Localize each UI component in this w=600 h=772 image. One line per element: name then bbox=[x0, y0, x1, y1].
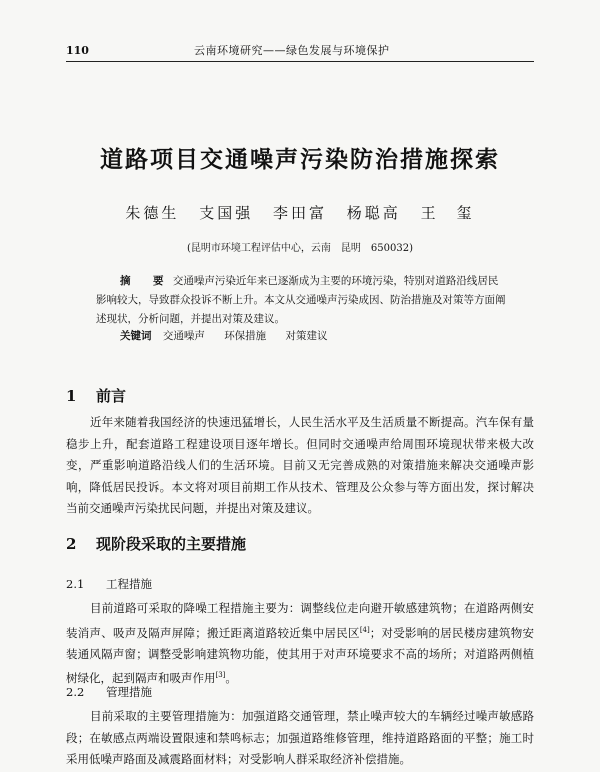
section-number: 2 bbox=[66, 535, 77, 553]
paragraph-text: 。 bbox=[225, 671, 237, 686]
keyword: 交通噪声 bbox=[162, 330, 205, 342]
citation: [3] bbox=[215, 671, 226, 680]
paragraph-text: ；对受影响的居民楼房建筑物安装通风隔声窗；调整受影响建筑物功能，使其用于对声环境要求不高的场所；对道路两侧植树绿化，起到隔声和吸声作用 bbox=[66, 625, 535, 686]
subsection-title: 工程措施 bbox=[106, 577, 152, 591]
abstract-label: 摘 要 bbox=[120, 275, 170, 287]
subsection-number: 2.1 bbox=[66, 577, 85, 591]
paragraph-text: 目前道路可采取的降噪工程措施主要为：调整线位走向避开敏感建筑物；在道路两侧安装消声、吸声及隔声屏障；搬迁距离道路较近集中居民区 bbox=[66, 601, 534, 640]
subsection-2-1-paragraph bbox=[66, 598, 534, 690]
section-number: 1 bbox=[66, 387, 77, 405]
paper-title: 道路项目交通噪声污染防治措施探索 bbox=[100, 146, 500, 173]
author: 朱德生 bbox=[125, 204, 180, 222]
subsection-2-2-paragraph: 目前采取的主要管理措施为：加强道路交通管理，禁止噪声较大的车辆经过噪声敏感路段；在敏感点两端设置限速和禁鸣标志；加强道路维修管理，维持道路路面的平整；施工时采用低噪声路面及减震路面材料；对受影响人群采取经济补偿措施。 bbox=[66, 709, 534, 766]
page-number: 110 bbox=[66, 44, 89, 57]
affiliation: (昆明市环境工程评估中心，云南 昆明 650032) bbox=[187, 243, 413, 254]
keyword: 对策建议 bbox=[285, 330, 328, 342]
subsection-number: 2.2 bbox=[66, 685, 85, 699]
subsection-heading-2-2 bbox=[66, 684, 152, 700]
subsection-heading-2-1 bbox=[66, 576, 152, 592]
section-title: 现阶段采取的主要措施 bbox=[96, 535, 247, 553]
author: 支国强 bbox=[199, 204, 254, 222]
subsection-title: 管理措施 bbox=[106, 685, 152, 699]
header-rule bbox=[66, 61, 534, 62]
running-title: 云南环境研究——绿色发展与环境保护 bbox=[194, 44, 390, 57]
section-1-paragraph: 近年来随着我国经济的快速迅猛增长，人民生活水平及生活质量不断提高。汽车保有量稳步上升，配套道路工程建设项目逐年增长。但同时交通噪声给周围环境现状带来极大改变，严重影响道路沿线人们的生活环境。目前又无完善成熟的对策措施来解决交通噪声影响，降低居民投诉。本文将对项目前期工作从技术、管理及公众参与等方面出发，探讨解决当前交通噪声污染扰民问题，并提出对策及建议。 bbox=[66, 415, 534, 515]
section-title: 前言 bbox=[96, 387, 127, 405]
citation: [4] bbox=[359, 625, 370, 634]
abstract bbox=[96, 272, 508, 329]
section-heading-2 bbox=[66, 533, 246, 554]
keywords bbox=[120, 328, 500, 343]
section-heading-1 bbox=[66, 385, 126, 406]
author-list bbox=[0, 202, 600, 223]
abstract-text: 交通噪声污染近年来已逐渐成为主要的环境污染，特别对道路沿线居民影响较大，导致群众投诉不断上升。本文从交通噪声污染成因、防治措施及对策等方面阐述现状，分析问题，并提出对策及建议。 bbox=[96, 275, 506, 325]
author: 杨聪高 bbox=[346, 204, 401, 222]
author: 李田富 bbox=[272, 204, 327, 222]
keyword: 环保措施 bbox=[224, 330, 267, 342]
keywords-label: 关键词 bbox=[120, 330, 152, 342]
author: 王 玺 bbox=[420, 204, 475, 222]
